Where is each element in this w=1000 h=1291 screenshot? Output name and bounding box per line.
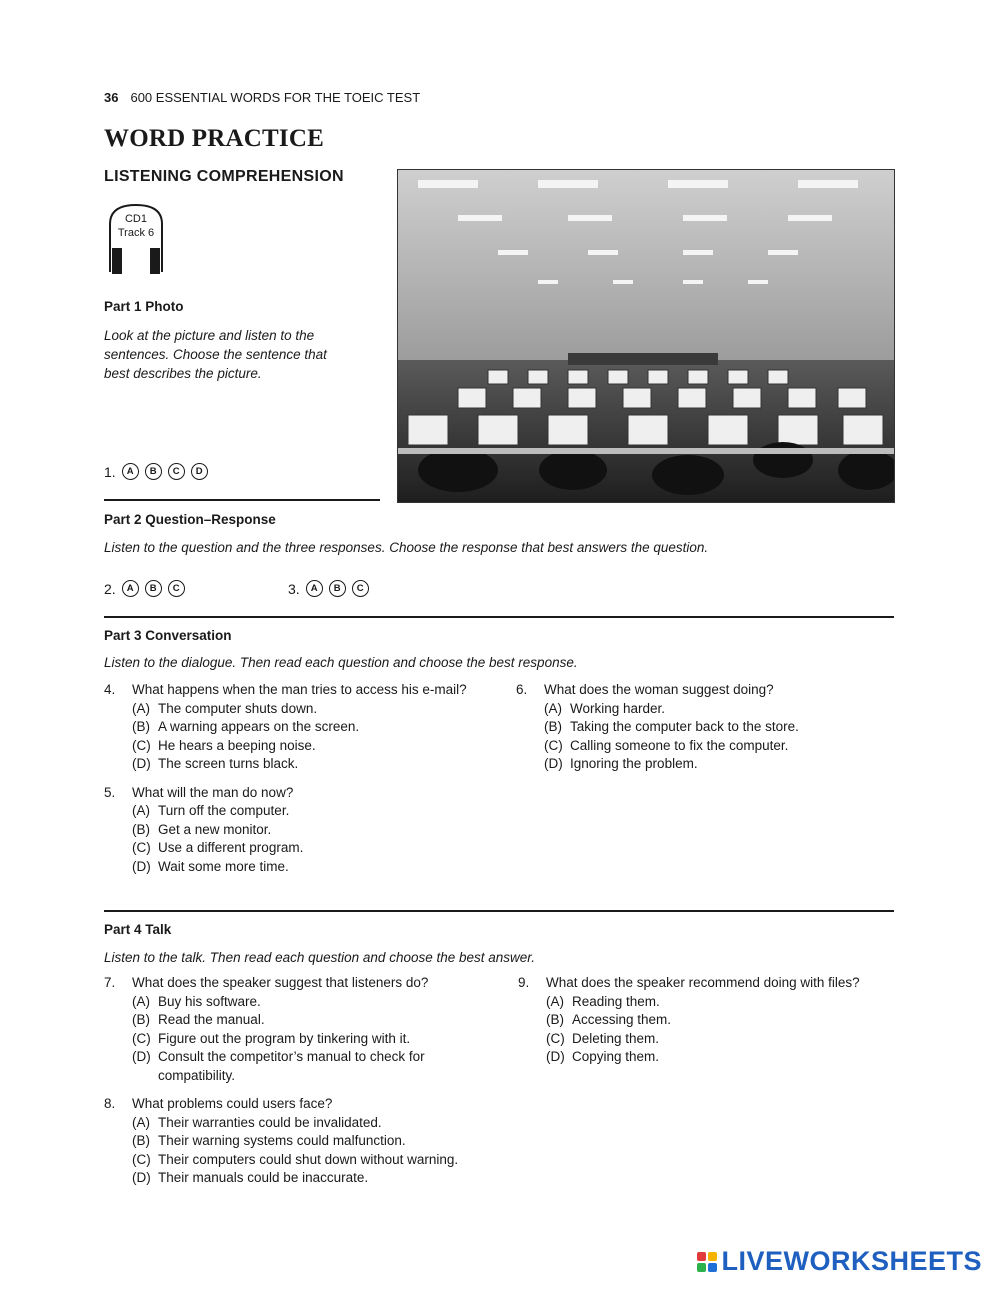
option-9c[interactable]: (C) Deleting them.: [546, 1030, 660, 1046]
running-head: [104, 90, 420, 105]
answer-bubble-2a[interactable]: A: [122, 580, 139, 597]
option-4a[interactable]: (A) The computer shuts down.: [132, 700, 318, 716]
question-stem: What does the speaker recommend doing with files?: [546, 975, 860, 990]
question-number: 7.: [104, 975, 116, 990]
part4-title: Part 4 Talk: [104, 922, 172, 937]
option-9a[interactable]: (A) Reading them.: [546, 993, 660, 1009]
question-5: [104, 784, 480, 877]
part4-left-column: [104, 974, 480, 1188]
option-7c[interactable]: (C) Figure out the program by tinkering with it.: [132, 1030, 411, 1046]
answer-row-2: [104, 580, 185, 597]
logo-text: LIVEWORKSHEETS: [721, 1246, 982, 1276]
option-5a[interactable]: (A) Turn off the computer.: [132, 803, 290, 818]
answer-bubble-1d[interactable]: D: [191, 463, 208, 480]
question-stem: What does the speaker suggest that listeners do?: [132, 975, 429, 990]
part3-left-column: [104, 681, 480, 876]
answer-bubble-3b[interactable]: B: [329, 580, 346, 597]
question-8: [104, 1095, 480, 1188]
option-5c[interactable]: (C) Use a different program.: [132, 840, 304, 855]
page-title: WORD PRACTICE: [104, 125, 324, 152]
option-6a[interactable]: (A) Working harder.: [544, 700, 666, 716]
headphones-cd-icon: [104, 202, 168, 276]
option-4d[interactable]: (D) The screen turns black.: [132, 756, 299, 771]
option-9d[interactable]: (D) Copying them.: [546, 1049, 660, 1064]
liveworksheets-logo[interactable]: [697, 1246, 982, 1277]
option-4c[interactable]: (C) He hears a beeping noise.: [132, 737, 316, 753]
option-8d[interactable]: (D) Their manuals could be inaccurate.: [132, 1170, 369, 1185]
answer-bubble-1b[interactable]: B: [145, 463, 162, 480]
option-7b[interactable]: (B) Read the manual.: [132, 1012, 265, 1027]
item-number: 2.: [104, 580, 116, 597]
logo-tile: [708, 1252, 717, 1261]
answer-bubble-2c[interactable]: C: [168, 580, 185, 597]
question-9: [518, 974, 878, 1067]
part3-right-column: [516, 681, 894, 774]
option-5b[interactable]: (B) Get a new monitor.: [132, 821, 272, 837]
question-stem: What does the woman suggest doing?: [544, 682, 774, 697]
question-stem: What will the man do now?: [132, 784, 294, 800]
divider: [104, 616, 894, 618]
divider: [104, 499, 380, 501]
option-9b[interactable]: (B) Accessing them.: [546, 1012, 672, 1027]
part4-instructions: Listen to the talk. Then read each question and choose the best answer.: [104, 950, 536, 965]
option-8a[interactable]: (A) Their warranties could be invalidated.: [132, 1114, 382, 1130]
question-stem: What happens when the man tries to access his e-mail?: [132, 682, 467, 697]
answer-bubble-3c[interactable]: C: [352, 580, 369, 597]
option-7a[interactable]: (A) Buy his software.: [132, 993, 261, 1009]
part2-instructions: Listen to the question and the three responses. Choose the response that best answers the question.: [104, 540, 709, 555]
question-7: [104, 974, 480, 1085]
logo-icon: [697, 1252, 717, 1272]
question-4: [104, 681, 480, 774]
question-number: 5.: [104, 784, 116, 800]
part3-instructions: Listen to the dialogue. Then read each question and choose the best response.: [104, 655, 578, 670]
option-8b[interactable]: (B) Their warning systems could malfunction.: [132, 1133, 406, 1148]
question-number: 8.: [104, 1096, 116, 1111]
option-7d[interactable]: (D) Consult the competitor’s manual to check for compatibility.: [132, 1049, 425, 1083]
office-computers-photo: [397, 169, 895, 503]
logo-tile: [697, 1252, 706, 1261]
option-6d[interactable]: (D) Ignoring the problem.: [544, 756, 698, 771]
part1-instructions: Look at the picture and listen to the sentences. Choose the sentence that best describes the picture.: [104, 328, 327, 381]
option-6c[interactable]: (C) Calling someone to fix the computer.: [544, 737, 789, 753]
answer-row-3: [288, 580, 369, 597]
answer-row-1: [104, 463, 208, 480]
item-number: 3.: [288, 580, 300, 597]
part2-title: Part 2 Question–Response: [104, 512, 276, 527]
question-number: 4.: [104, 682, 116, 697]
page-number: 36: [104, 90, 119, 105]
question-6: [516, 681, 894, 774]
answer-bubble-1c[interactable]: C: [168, 463, 185, 480]
question-number: 6.: [516, 682, 528, 697]
track-label: Track 6: [117, 227, 155, 239]
answer-bubble-2b[interactable]: B: [145, 580, 162, 597]
logo-tile: [697, 1263, 706, 1272]
divider: [104, 910, 894, 912]
question-number: 9.: [518, 975, 530, 990]
part4-right-column: [518, 974, 878, 1067]
section-subtitle: LISTENING COMPREHENSION: [104, 168, 344, 185]
part1-title: Part 1 Photo: [104, 299, 184, 314]
answer-bubble-1a[interactable]: A: [122, 463, 139, 480]
office-photo-image: [398, 170, 894, 502]
logo-tile: [708, 1263, 717, 1272]
option-6b[interactable]: (B) Taking the computer back to the store.: [544, 719, 799, 734]
book-title: 600 ESSENTIAL WORDS FOR THE TOEIC TEST: [130, 90, 421, 105]
option-4b[interactable]: (B) A warning appears on the screen.: [132, 719, 360, 734]
option-8c[interactable]: (C) Their computers could shut down without warning.: [132, 1151, 459, 1167]
option-5d[interactable]: (D) Wait some more time.: [132, 858, 289, 874]
item-number: 1.: [104, 463, 116, 480]
answer-bubble-3a[interactable]: A: [306, 580, 323, 597]
cd-label: CD1: [124, 213, 147, 225]
question-stem: What problems could users face?: [132, 1096, 333, 1111]
part3-title: Part 3 Conversation: [104, 628, 232, 643]
